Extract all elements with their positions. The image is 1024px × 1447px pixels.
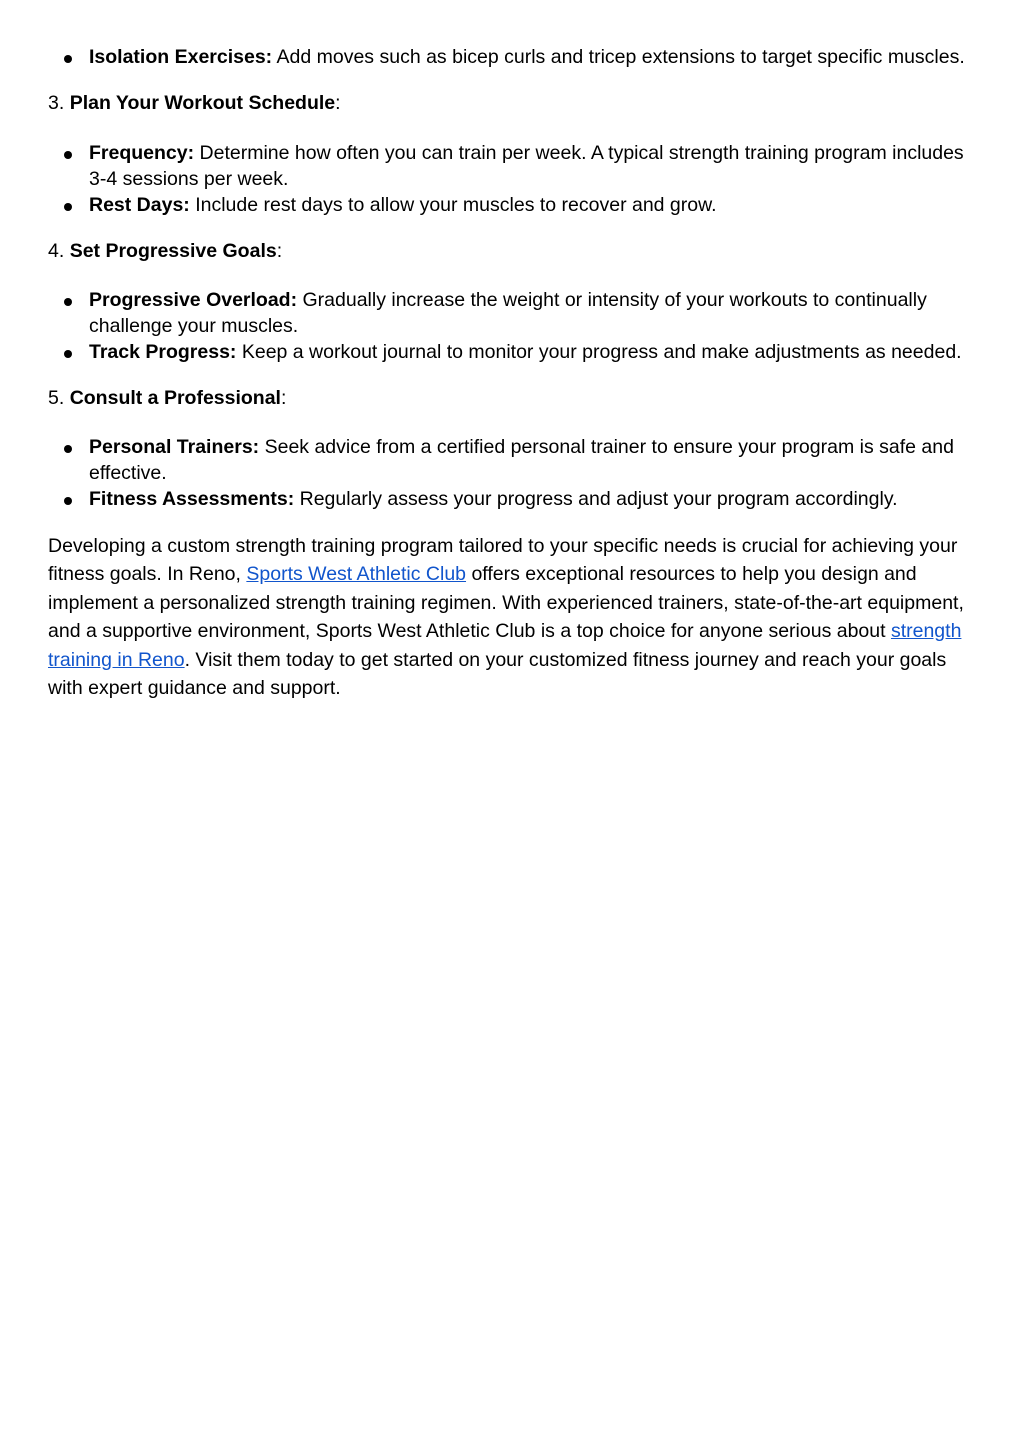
section-bullet-list <box>48 287 976 365</box>
section-number: 5. <box>48 387 70 409</box>
list-item-text: Seek advice from a certified personal trainer to ensure your program is safe and effective. <box>89 436 954 484</box>
list-item-term: Fitness Assessments: <box>89 488 295 510</box>
bullet-icon <box>64 497 72 505</box>
intro-bullet-list <box>48 44 976 70</box>
list-item-term: Personal Trainers: <box>89 436 260 458</box>
bullet-icon <box>64 350 72 358</box>
list-item-text: Add moves such as bicep curls and tricep extensions to target specific muscles. <box>272 46 965 68</box>
section-suffix: : <box>280 387 287 409</box>
section-title: Consult a Professional <box>69 387 281 409</box>
bullet-icon <box>64 55 72 63</box>
list-item-text: Regularly assess your progress and adjust your program accordingly. <box>294 488 898 510</box>
closing-text: Developing a custom strength training program tailored to your specific needs is crucial for achieving your fitness goals. In Reno, <box>48 535 958 586</box>
sports-west-athletic-club-link[interactable]: Sports West Athletic Club <box>246 563 467 586</box>
bullet-icon <box>64 445 72 453</box>
list-item <box>89 434 976 486</box>
section-heading <box>48 90 976 116</box>
section-suffix: : <box>335 92 341 114</box>
closing-paragraph <box>48 532 976 702</box>
section-bullet-list <box>48 140 976 218</box>
list-item-text: Gradually increase the weight or intensity of your workouts to continually challenge your muscles. <box>89 289 927 337</box>
list-item-term: Frequency: <box>89 142 195 164</box>
list-item-text: Include rest days to allow your muscles to recover and grow. <box>189 194 717 216</box>
list-item <box>89 140 976 192</box>
list-item <box>89 339 976 365</box>
section-number: 4. <box>48 240 70 262</box>
closing-text: offers exceptional resources to help you design and implement a personalized strength training regimen. With experienced trainers, state-of-the-art equipment, and a supportive environment, Sports West Athletic Club is a top choice for anyone serious about <box>48 563 964 643</box>
list-item <box>89 486 976 512</box>
list-item <box>89 287 976 339</box>
section-title: Plan Your Workout Schedule <box>69 92 336 114</box>
section-number: 3. <box>48 92 70 114</box>
bullet-icon <box>64 203 72 211</box>
document-page <box>48 44 976 702</box>
list-item-text: Keep a workout journal to monitor your progress and make adjustments as needed. <box>236 341 962 363</box>
section-heading <box>48 385 976 411</box>
list-item <box>89 192 976 218</box>
bullet-icon <box>64 151 72 159</box>
section-heading <box>48 238 976 264</box>
list-item <box>89 44 976 70</box>
list-item-term: Track Progress: <box>89 341 237 363</box>
bullet-icon <box>64 298 72 306</box>
closing-text: . Visit them today to get started on your customized fitness journey and reach your goals with expert guidance and support. <box>48 648 947 700</box>
list-item-term: Progressive Overload: <box>89 289 298 311</box>
section-bullet-list <box>48 434 976 512</box>
list-item-term: Rest Days: <box>89 194 190 216</box>
strength-training-reno-link[interactable]: strength training in Reno <box>48 620 962 671</box>
list-item-text: Determine how often you can train per week. A typical strength training program includes 3-4 sessions per week. <box>89 142 964 190</box>
list-item-term: Isolation Exercises: <box>89 46 273 68</box>
section-title: Set Progressive Goals <box>69 240 277 262</box>
section-suffix: : <box>276 240 283 262</box>
